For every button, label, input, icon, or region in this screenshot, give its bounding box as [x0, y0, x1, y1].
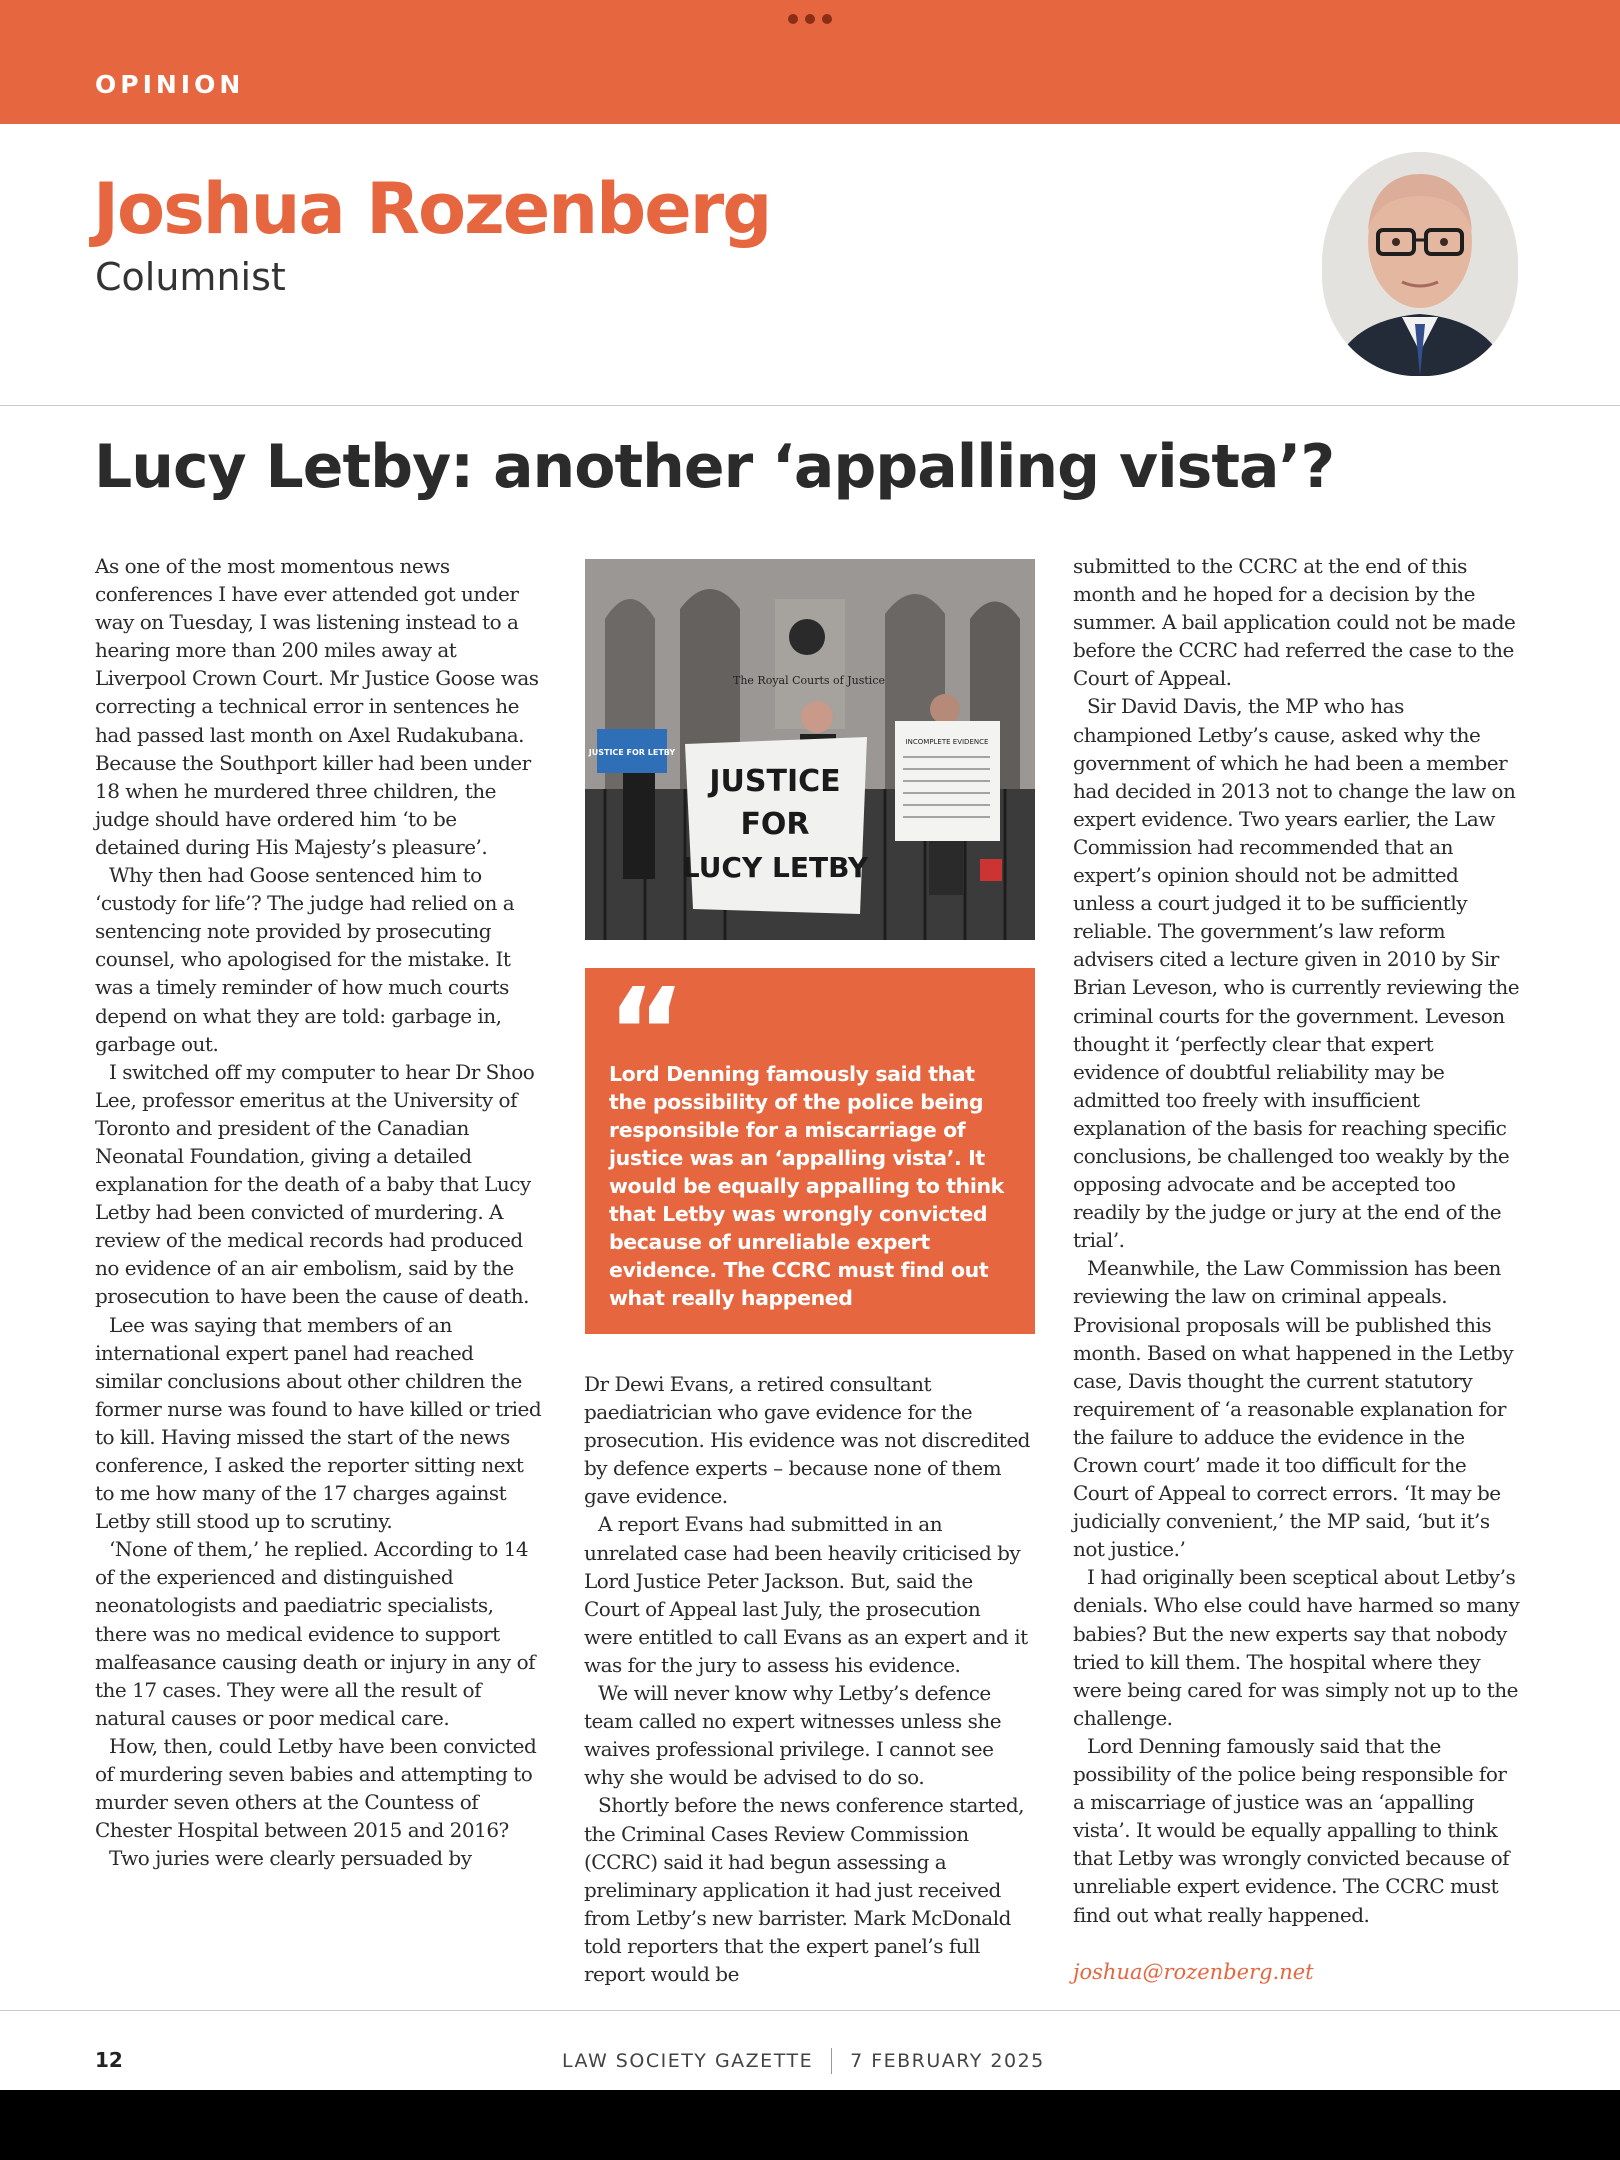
pull-quote-text: Lord Denning famously said that the possibility of the police being responsible for a miscarriage of justice was an ‘appalling vista’. It would be equally appalling to think that Letby was wrongly convicted because of unreliable expert evidence. The CCRC must find out what really happened [609, 1062, 1004, 1310]
paragraph: A report Evans had submitted in an unrelated case had been heavily criticised by Lord Justice Peter Jackson. But, said the Court of Appeal last July, the prosecution were entitled to call Evans as an expert and it was for the jury to assess his evidence. [584, 1512, 1028, 1677]
placard-right-text: INCOMPLETE EVIDENCE [905, 738, 989, 746]
author-email-link[interactable]: joshua@rozenberg.net [1073, 1960, 1314, 1984]
paragraph: I switched off my computer to hear Dr Shoo Lee, professor emeritus at the University of Toronto and president of the Canadian Neonatal Foundation, giving a detailed explanation for the death of a baby that Lucy Letby had been convicted of murdering. A review of the medical records had produced no evidence of an air embolism, said by the prosecution to have been the cause of death. [95, 1059, 535, 1309]
section-label: OPINION [95, 70, 245, 99]
paragraph: How, then, could Letby have been convicted of murdering seven babies and attempting to murder seven others at the Countess of Chester Hospital between 2015 and 2016? [95, 1733, 537, 1843]
page-number: 12 [95, 2048, 123, 2072]
placard-left-text: JUSTICE FOR LETBY [588, 748, 676, 757]
paragraph: Lee was saying that members of an international expert panel had reached similar conclusions about other children the former nurse was found to have killed or tried to kill. Having missed the start of the news conference, I asked the reporter sitting next to me how many of the 17 charges against Letby still stood up to scrutiny. [95, 1312, 542, 1534]
paragraph: I had originally been sceptical about Letby’s denials. Who else could have harmed so many babies? But the new experts say that nobody tried to kill them. The hospital where they were being cared for was simply not up to the challenge. [1073, 1565, 1520, 1730]
paragraph: As one of the most momentous news conferences I have ever attended got under way on Tuesday, I was listening instead to a hearing more than 200 miles away at Liverpool Crown Court. Mr Justice Goose was correcting a technical error in sentences he had passed last month on Axel Rudakubana. Because the Southport killer had been under 18 when he murdered three children, the judge should have ordered him ‘to be detained during His Majesty’s pleasure’. [95, 554, 539, 859]
article-headline: Lucy Letby: another ‘appalling vista’? [94, 432, 1335, 502]
banner-line-2: FOR [740, 807, 810, 842]
footer-info [562, 2048, 1045, 2074]
author-role: Columnist [95, 255, 286, 299]
paragraph: Dr Dewi Evans, a retired consultant paediatrician who gave evidence for the prosecution. His evidence was not discredited by defence experts – because none of them gave evidence. [584, 1372, 1030, 1509]
article-photo [585, 559, 1035, 940]
header-banner [0, 0, 1620, 124]
article-column-3 [1073, 552, 1521, 1929]
publication-name: LAW SOCIETY GAZETTE [562, 2050, 814, 2072]
quote-mark-icon: “ [607, 964, 686, 1103]
pull-quote [585, 964, 1035, 1334]
banner-line-1: JUSTICE [709, 764, 841, 799]
protest-photo-image [585, 559, 1035, 940]
issue-date: 7 FEBRUARY 2025 [850, 2050, 1045, 2072]
footer-divider [0, 2010, 1620, 2011]
paragraph: Two juries were clearly persuaded by [109, 1846, 472, 1871]
banner-line-3: LUCY LETBY [681, 851, 869, 884]
article-column-2 [584, 1370, 1032, 1988]
header-divider [0, 405, 1620, 406]
bottom-bar [0, 2090, 1620, 2160]
paragraph: submitted to the CCRC at the end of this month and he hoped for a decision by the summer. A bail application could not be made before the CCRC had referred the case to the Court of Appeal. [1073, 554, 1516, 691]
paragraph: We will never know why Letby’s defence team called no expert witnesses unless she waives professional privilege. I cannot see why she would be advised to do so. [584, 1681, 1002, 1790]
paragraph: Shortly before the news conference started, the Criminal Cases Review Commission (CCRC) said it had begun assessing a preliminary application it had just received from Letby’s new barrister. Mark McDonald told reporters that the expert panel’s full report would be [584, 1793, 1025, 1986]
court-sign-text: The Royal Courts of Justice [732, 674, 886, 687]
paragraph: Sir David Davis, the MP who has championed Letby’s cause, asked why the government of which he had been a member had decided in 2013 not to change the law on expert evidence. Two years earlier, the Law Commission had recommended that an expert’s opinion should not be admitted unless a court judged it to be sufficiently reliable. The government’s law reform advisers cited a lecture given in 2010 by Sir Brian Leveson, who is currently reviewing the criminal courts for the government. Leveson thought it ‘perfectly clear that expert evidence of doubtful reliability may be admitted too freely with insufficient explanation of the basis for reaching specific conclusions, be challenged too weakly by the opposing advocate and be accepted too readily by the judge or jury at the end of the trial’. [1073, 694, 1520, 1253]
footer-separator [831, 2048, 832, 2074]
paragraph: Why then had Goose sentenced him to ‘custody for life’? The judge had relied on a sentencing note provided by prosecuting counsel, who apologised for the mistake. It was a timely reminder of how much courts depend on what they are told: garbage in, garbage out. [95, 863, 515, 1056]
article-column-1 [95, 552, 543, 1872]
author-portrait [1322, 152, 1518, 376]
author-portrait-image [1322, 152, 1518, 376]
paragraph: ‘None of them,’ he replied. According to 14 of the experienced and distinguished neonatologists and paediatric specialists, there was no medical evidence to support malfeasance causing death or injury in any of the 17 cases. They were all the result of natural causes or poor medical care. [95, 1537, 536, 1730]
more-options-icon[interactable] [788, 14, 832, 24]
paragraph: Meanwhile, the Law Commission has been reviewing the law on criminal appeals. Provisional proposals will be published this month. Based on what happened in the Letby case, Davis thought the current statutory requirement of ‘a reasonable explanation for the failure to adduce the evidence in the Crown court’ made it too difficult for the Court of Appeal to correct errors. ‘It may be judicially convenient,’ the MP said, ‘but it’s not justice.’ [1073, 1256, 1514, 1562]
author-name: Joshua Rozenberg [93, 168, 771, 250]
paragraph: Lord Denning famously said that the possibility of the police being responsible for a miscarriage of justice was an ‘appalling vista’. It would be equally appalling to think that Letby was wrongly convicted because of unreliable expert evidence. The CCRC must find out what really happened. [1073, 1733, 1510, 1927]
